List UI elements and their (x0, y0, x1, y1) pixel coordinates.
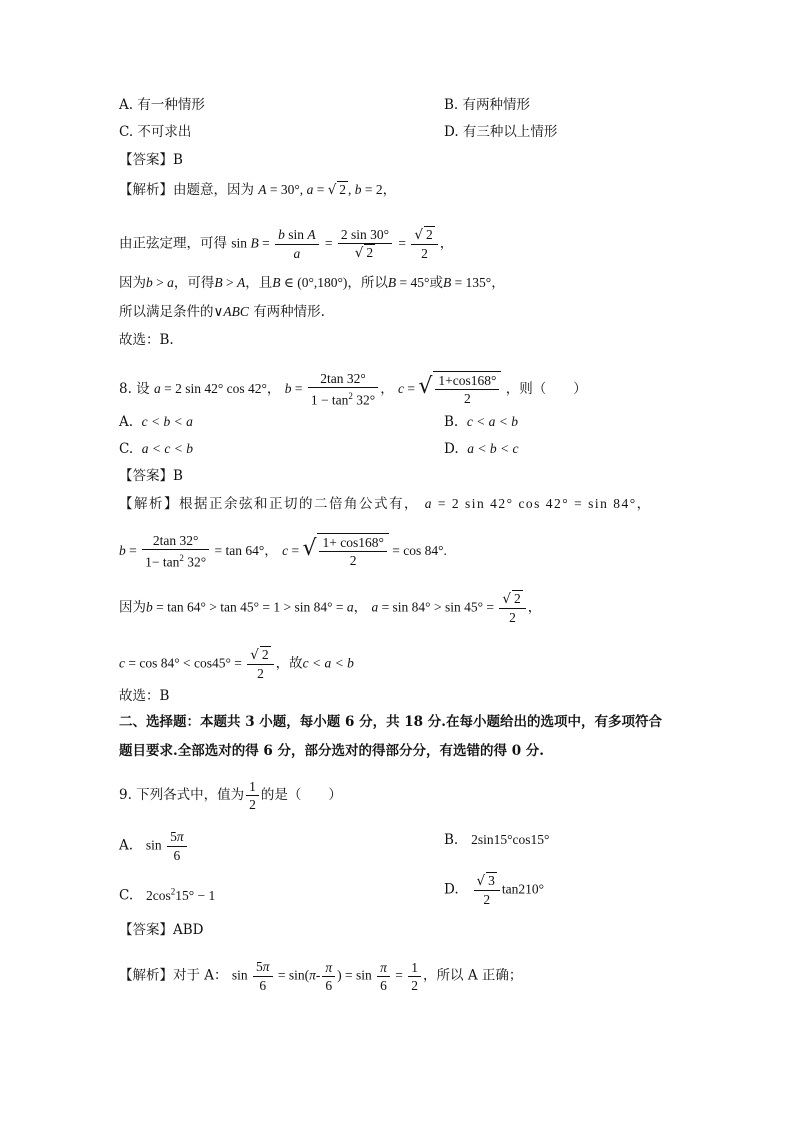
expr: c < a < b (466, 414, 519, 429)
q8-analysis-line4: c = cos 84° < cos45° = $\frac{√ 2}{2}$ ，故c < a < b (119, 647, 354, 681)
q7-option-a: A. 有一种情形 (119, 97, 205, 113)
text: 有两种情形. (253, 304, 325, 320)
text: 的是（ ） (260, 787, 342, 803)
expr: 2sin15°cos15° (471, 832, 550, 847)
q9-option-a: A. sin $\frac{5\pi}{6}$ (119, 828, 189, 864)
text: 由正弦定理，可得 (119, 235, 227, 252)
q7-analysis-line2: 由正弦定理，可得 sin B = $\frac{\text{b sin A}}{a}$ = $\frac{2 \sin 30^\circ}{√ 2}$ = $\frac{√ 2}{2}$ ， (119, 227, 454, 261)
q8-answer: 【答案】B (119, 468, 183, 484)
expr: a < c < b (141, 441, 193, 456)
text: ，且 (245, 275, 273, 291)
q7-option-c: C. 不可求出 (119, 124, 192, 140)
text: 【解析】根据正余弦和正切的二倍角公式有， (119, 496, 419, 512)
text: ，所以 A 正确； (423, 967, 523, 984)
text: ，则（ ） (505, 380, 587, 397)
q8-choose: 故选：B (119, 688, 170, 704)
q9-option-c: C. $2\cos^215^\circ - 1$ (119, 886, 216, 904)
expr: a < b < c (467, 441, 519, 456)
expr: c < b < a (141, 414, 193, 429)
text: ，所以 (347, 275, 388, 291)
text: 所以满足条件的 (119, 304, 214, 320)
q8-analysis-line1: 【解析】根据正余弦和正切的二倍角公式有， a = 2 sin 42° cos 42° = sin 84°， (119, 496, 652, 512)
label: B. (444, 832, 459, 848)
q7-analysis-line1: 【解析】由题意，因为 A = 30°, a = √ 2 , b = 2， (119, 182, 397, 198)
section2-line1: 二、选择题：本题共 3 小题，每小题 6 分，共 18 分.在每小题给出的选项中，有多项符合 (119, 714, 662, 730)
q7-answer: 【答案】B (119, 152, 183, 168)
q9-option-d: D. $\frac{√ 3}{2}$ tan210° (444, 873, 545, 907)
section2-line2: 题目要求.全部选对的得 6 分，部分选对的得部分分，有选错的得 0 分. (119, 743, 544, 759)
label: B. (444, 414, 459, 430)
q7-option-d: D. 有三种以上情形 (444, 124, 558, 140)
text: 【解析】对于 A： (119, 967, 228, 984)
q9-analysis-line1: 【解析】对于 A： sin $\frac{5\pi}{6}$ = sin(π- $\frac{\pi}{6}$ ) = sin $\frac{\pi}{6}$ = $\frac{1}{2}$ ，所以 A 正确； (119, 959, 523, 993)
text: ，故 (275, 655, 303, 672)
q8-option-b (444, 412, 518, 432)
label: A. (119, 414, 134, 430)
q7-option-b: B. 有两种情形 (444, 97, 531, 113)
q8-analysis-line3: 因为b = tan 64° > tan 45° = 1 > sin 84° = a， a = sin 84° > sin 45° = $\frac{√ 2}{2}$ ， (119, 591, 542, 625)
text: 8. 设 (119, 380, 150, 397)
text: 由题意，因为 (173, 182, 254, 198)
q9-answer: 【答案】ABD (119, 922, 204, 938)
q8-option-c (119, 439, 193, 459)
text: 因为 (119, 275, 146, 291)
analysis-tag: 【解析】 (119, 182, 173, 198)
q8-option-a (119, 412, 193, 432)
q8-stem: 8. 设 a = 2 sin 42° cos 42°， b = $\frac{2\tan 32^\circ}{1 - \tan^2 32^\circ}$ ， c = √ $\frac{1+\cos 168^\circ}{2}$ ，则（ ） (119, 371, 587, 408)
label: C. (119, 887, 134, 904)
q8-option-d (444, 439, 518, 459)
text: 因为 (119, 599, 146, 616)
text: ，可得 (173, 275, 215, 291)
label: D. (444, 881, 459, 898)
q9-stem: 9. 下列各式中，值为 $\frac{1}{2}$ 的是（ ） (119, 779, 342, 812)
text: 或 (429, 275, 443, 291)
label: A. (119, 837, 134, 854)
q7-analysis-line4: 所以满足条件的∨ABC 有两种情形. (119, 304, 325, 320)
q8-analysis-line2: b = $\frac{2\tan 32^\circ}{1- \tan^2 32^\circ}$ = tan 64°， c = √ $\frac{1+ \cos 168^\circ}{2}$ = cos 84°. (119, 533, 447, 570)
label: D. (444, 441, 459, 457)
q7-choose: 故选：B. (119, 332, 174, 348)
text: 9. 下列各式中，值为 (119, 787, 245, 803)
q9-option-b (444, 830, 549, 850)
q7-analysis-line3: 因为b > a，可得B > A，且B ∈ (0°,180°)，所以B = 45°或B = 135°， (119, 275, 505, 291)
label: C. (119, 441, 134, 457)
